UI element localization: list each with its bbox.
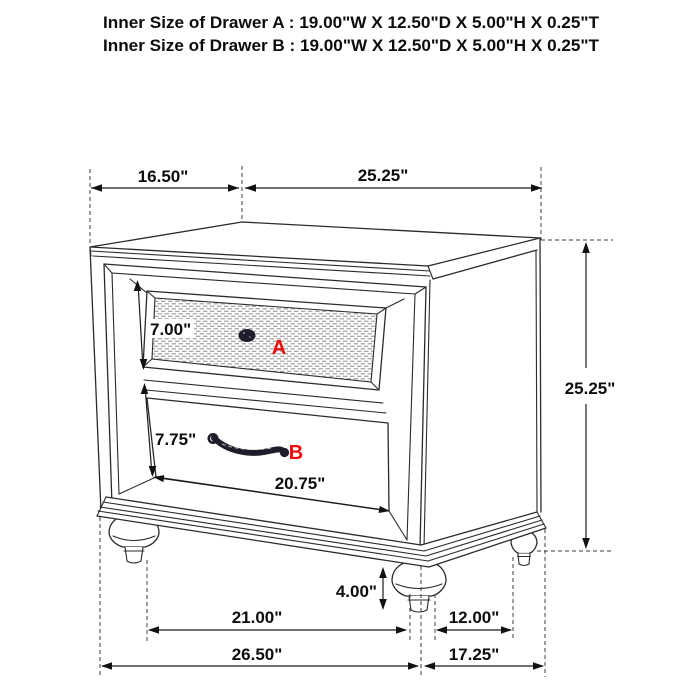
dim-side-foot-span xyxy=(436,608,512,634)
nightstand-drawing xyxy=(90,222,546,612)
dim-overall-depth-label: 17.25" xyxy=(448,645,500,664)
dim-drawer-b-width-label: 20.75" xyxy=(274,474,326,493)
dim-top-width xyxy=(245,166,542,192)
cabinet-right-side xyxy=(424,239,541,549)
dim-front-foot-span-label: 21.00" xyxy=(231,608,283,627)
dim-overall-height-label: 25.25" xyxy=(564,379,616,398)
dim-foot-height-label: 4.00" xyxy=(335,582,377,601)
dim-drawer-a-height-label: 7.00" xyxy=(150,320,192,339)
dim-overall-width xyxy=(101,645,419,670)
title-drawer-a-size: Inner Size of Drawer A : 19.00"W X 12.50"D X 5.00"H X 0.25"T xyxy=(103,13,600,32)
dim-front-foot-span xyxy=(148,608,407,634)
dim-overall-width-label: 26.50" xyxy=(231,645,283,664)
dim-overall-depth xyxy=(424,645,544,670)
dim-top-width-label: 25.25" xyxy=(357,166,409,185)
dim-top-depth-label: 16.50" xyxy=(137,167,189,186)
dim-side-foot-span-label: 12.00" xyxy=(448,608,500,627)
dim-drawer-b-height-label: 7.75" xyxy=(155,430,197,449)
foot-front-right xyxy=(392,560,446,612)
drawer-b-label: B xyxy=(288,442,304,464)
dim-top-depth xyxy=(91,167,239,192)
drawer-a-label: A xyxy=(271,337,287,359)
title-drawer-b-size: Inner Size of Drawer B : 19.00"W X 12.50"D X 5.00"H X 0.25"T xyxy=(103,36,600,55)
dim-foot-height xyxy=(336,567,387,610)
dim-overall-height xyxy=(565,242,616,549)
drawer-a-knob xyxy=(239,329,256,342)
